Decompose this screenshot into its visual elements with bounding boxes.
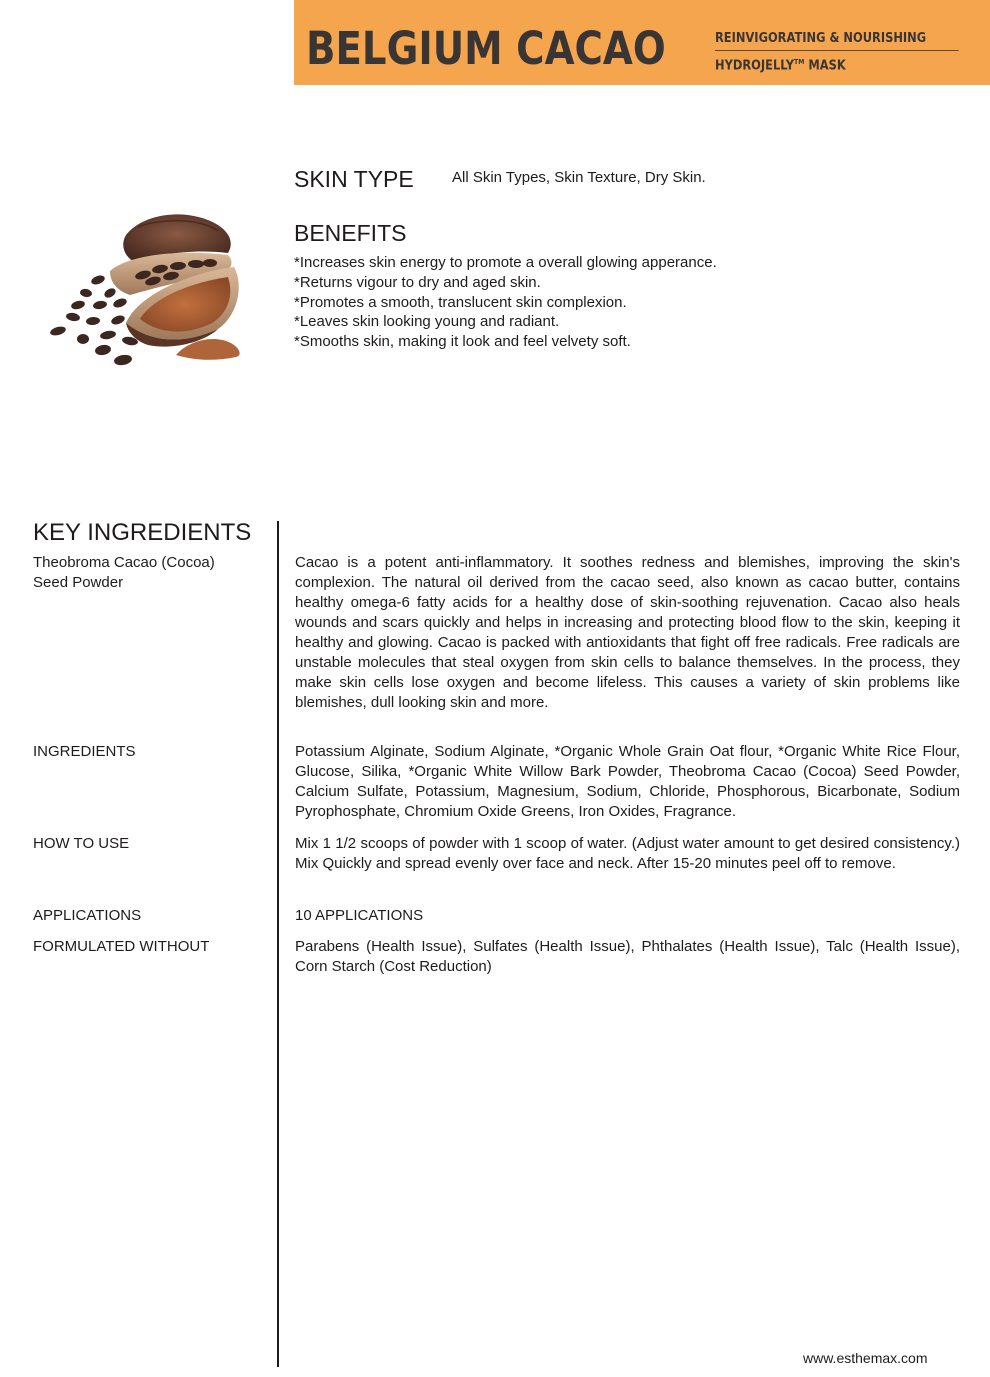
key-ingredient-name-line2: Seed Powder (33, 574, 124, 591)
how-to-use-value: Mix 1 1/2 scoops of powder with 1 scoop of water. (Adjust water amount to get desired consistency.) Mix Quickly and spread evenly over face and neck. After 15-20 minutes peel off to remove. (295, 835, 960, 872)
skin-type-label: SKIN TYPE (294, 166, 414, 192)
product-subtitle (715, 30, 990, 76)
trademark-symbol: TM (794, 58, 805, 66)
benefit-item: *Returns vigour to dry and aged skin. (294, 273, 541, 291)
column-divider (277, 521, 279, 1367)
header-banner (294, 0, 990, 85)
benefits-title: BENEFITS (294, 220, 407, 246)
applications-label: APPLICATIONS (33, 907, 142, 924)
formulated-without-value: Parabens (Health Issue), Sulfates (Health Issue), Phthalates (Health Issue), Talc (Health Issue), Corn Starch (Cost Reduction) (295, 938, 960, 975)
applications-value: 10 APPLICATIONS (295, 907, 424, 924)
key-ingredient-name-line1: Theobroma Cacao (Cocoa) (33, 554, 215, 571)
skin-type-value: All Skin Types, Skin Texture, Dry Skin. (452, 169, 706, 186)
key-ingredients-title: KEY INGREDIENTS (33, 519, 252, 546)
how-to-use-label: HOW TO USE (33, 835, 130, 852)
ingredients-label: INGREDIENTS (33, 743, 136, 760)
subtitle-suffix: MASK (804, 58, 846, 74)
ingredients-value: Potassium Alginate, Sodium Alginate, *Organic Whole Grain Oat flour, *Organic White Rice Flour, Glucose, Silika, *Organic White Willow Bark Powder, Theobroma Cacao (Cocoa) Seed Powder, Calcium Sulfate, Potassium, Magnesium, Sodium, Chloride, Phosphorous, Bicarbonate, Sodium Pyrophosphate, Chromium Oxide Greens, Iron Oxides, Fragrance. (295, 743, 960, 820)
benefit-item: *Leaves skin looking young and radiant. (294, 313, 560, 331)
formulated-without-label: FORMULATED WITHOUT (33, 938, 210, 955)
subtitle-product-type (715, 51, 957, 76)
cacao-illustration-icon (48, 205, 248, 370)
website-link[interactable]: www.esthemax.com (803, 1350, 928, 1366)
benefit-item: *Increases skin energy to promote a overall glowing apperance. (294, 254, 717, 271)
product-title: BELGIUM CACAO (306, 22, 666, 75)
key-ingredient-name (33, 553, 215, 593)
cacao-pod-image (48, 205, 248, 370)
benefits-list (294, 253, 717, 352)
subtitle-tagline: REINVIGORATING & NOURISHING (715, 30, 959, 51)
benefit-item: *Promotes a smooth, translucent skin complexion. (294, 293, 627, 311)
subtitle-brand: HYDROJELLY (715, 58, 795, 74)
benefit-item: *Smooths skin, making it look and feel velvety soft. (294, 333, 631, 351)
key-ingredient-description: Cacao is a potent anti-inflammatory. It soothes redness and blemishes, improving the skin's complexion. The natural oil derived from the cacao seed, also known as cacao butter, contains healthy omega-6 fatty acids for a healthy dose of skin-soothing rejuvenation. Cacao also heals wounds and scars quickly and helps in increasing and protecting blood flow to the skin, keeping it healthy and glowing. Cacao is packed with antioxidants that fight off free radicals. Free radicals are unstable molecules that steal oxygen from skin cells to balance themselves. In the process, they make skin cells lose oxygen and become lifeless. This causes a variety of skin problems like blemishes, dull looking skin and more. (295, 554, 960, 711)
